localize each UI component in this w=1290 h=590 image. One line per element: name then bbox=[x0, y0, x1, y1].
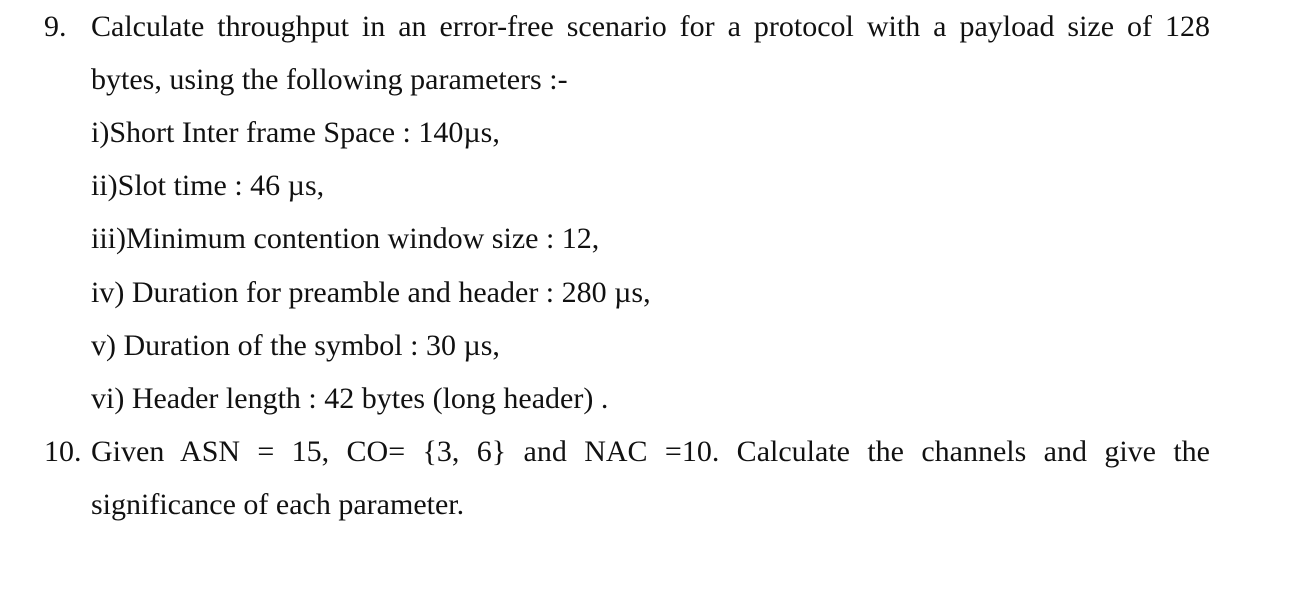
parameter-header-length: vi) Header length : 42 bytes (long header) . bbox=[91, 382, 609, 415]
parameter-short-inter-frame-space: i)Short Inter frame Space : 140µs, bbox=[91, 116, 500, 149]
question-10-line-1: Given ASN = 15, CO= {3, 6} and NAC =10. Calculate the channels and give the bbox=[91, 435, 1210, 468]
parameter-preamble-header-duration: iv) Duration for preamble and header : 280 µs, bbox=[91, 276, 651, 309]
parameter-min-contention-window: iii)Minimum contention window size : 12, bbox=[91, 222, 600, 255]
question-10-line-2: significance of each parameter. bbox=[91, 488, 465, 521]
question-9-number: 9. bbox=[44, 10, 67, 43]
question-9-line-1: Calculate throughput in an error-free scenario for a protocol with a payload size of 128 bbox=[91, 10, 1210, 43]
parameter-slot-time: ii)Slot time : 46 µs, bbox=[91, 169, 325, 202]
question-9-line-2: bytes, using the following parameters :- bbox=[91, 63, 568, 96]
question-10-number: 10. bbox=[44, 435, 82, 468]
parameter-symbol-duration: v) Duration of the symbol : 30 µs, bbox=[91, 329, 500, 362]
